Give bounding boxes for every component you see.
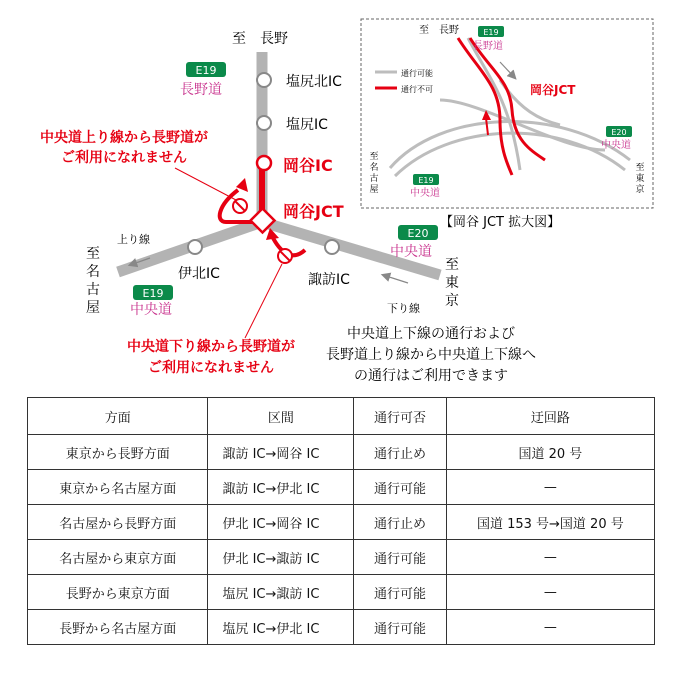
inset-chuo-west-label: 中央道 bbox=[410, 188, 440, 199]
cell-section: 塩尻 IC→伊北 IC bbox=[208, 610, 354, 645]
svg-text:ご利用になれません: ご利用になれません bbox=[148, 360, 274, 376]
svg-text:京: 京 bbox=[635, 185, 645, 195]
shiojiri-kita-ic-label: 塩尻北IC bbox=[286, 74, 342, 90]
svg-text:E20: E20 bbox=[407, 227, 429, 240]
shiojiri-ic-label: 塩尻IC bbox=[286, 117, 328, 133]
table-row bbox=[28, 470, 655, 505]
svg-text:E19: E19 bbox=[483, 28, 499, 37]
cell-section: 伊北 IC→岡谷 IC bbox=[208, 505, 354, 540]
svg-text:E20: E20 bbox=[611, 128, 627, 137]
suwa-ic-marker bbox=[325, 240, 339, 254]
svg-text:中央道上下線の通行および: 中央道上下線の通行および bbox=[347, 326, 515, 342]
svg-text:名: 名 bbox=[86, 264, 100, 280]
svg-text:中央道下り線から長野道が: 中央道下り線から長野道が bbox=[127, 339, 295, 355]
cell-section: 伊北 IC→諏訪 IC bbox=[208, 540, 354, 575]
inset-enlarged-map bbox=[361, 19, 653, 230]
svg-text:長野道上り線から中央道上下線へ: 長野道上り線から中央道上下線へ bbox=[326, 347, 536, 363]
col-header-status: 通行可否 bbox=[354, 398, 446, 435]
chuo-expressway-east-label: 中央道 bbox=[390, 244, 432, 260]
svg-text:東: 東 bbox=[445, 275, 459, 291]
inset-chuo-east-label: 中央道 bbox=[601, 140, 631, 151]
table-row bbox=[28, 610, 655, 645]
inset-nagano-expressway-label: 長野道 bbox=[473, 41, 503, 52]
cell-detour: — bbox=[446, 610, 654, 645]
cell-status: 通行可能 bbox=[354, 540, 446, 575]
legend-ng-label: 通行不可 bbox=[401, 85, 433, 94]
cell-status: 通行止め bbox=[354, 435, 446, 470]
svg-text:名: 名 bbox=[369, 163, 379, 173]
table-row bbox=[28, 435, 655, 470]
svg-text:京: 京 bbox=[445, 293, 459, 309]
notice-available bbox=[326, 325, 536, 384]
cell-status: 通行止め bbox=[354, 505, 446, 540]
to-nagoya-label bbox=[86, 246, 100, 316]
inset-okaya-jct-label: 岡谷JCT bbox=[530, 83, 576, 97]
cell-section: 塩尻 IC→諏訪 IC bbox=[208, 575, 354, 610]
svg-text:中央道上り線から長野道が: 中央道上り線から長野道が bbox=[40, 130, 208, 146]
shiojiri-ic-marker bbox=[257, 116, 271, 130]
svg-text:の通行はご利用できます: の通行はご利用できます bbox=[354, 368, 508, 384]
cell-status: 通行可能 bbox=[354, 470, 446, 505]
okaya-ic-label: 岡谷IC bbox=[283, 156, 333, 175]
inset-to-nagano-label: 至 長野 bbox=[419, 25, 459, 36]
table-header-row bbox=[28, 398, 655, 435]
svg-text:至: 至 bbox=[445, 257, 459, 273]
cell-detour: 国道 20 号 bbox=[446, 435, 654, 470]
nagano-expressway-label: 長野道 bbox=[180, 82, 222, 98]
svg-text:至: 至 bbox=[635, 163, 645, 173]
traffic-status-table bbox=[27, 397, 655, 645]
svg-text:古: 古 bbox=[369, 174, 379, 184]
legend-ok-label: 通行可能 bbox=[401, 69, 433, 78]
inset-caption: 【岡谷 JCT 拡大図】 bbox=[440, 215, 561, 230]
svg-text:屋: 屋 bbox=[369, 185, 379, 195]
cell-section: 諏訪 IC→岡谷 IC bbox=[208, 435, 354, 470]
kudari-label: 下り線 bbox=[387, 302, 420, 315]
cell-direction: 名古屋から長野方面 bbox=[28, 505, 208, 540]
okaya-jct-label: 岡谷JCT bbox=[283, 202, 344, 221]
col-header-direction: 方面 bbox=[28, 398, 208, 435]
kudari-arrow bbox=[383, 275, 408, 283]
table-row bbox=[28, 575, 655, 610]
inset-to-tokyo-label bbox=[635, 162, 644, 195]
svg-text:東: 東 bbox=[635, 174, 645, 184]
callout-line-up bbox=[175, 168, 236, 200]
svg-text:ご利用になれません: ご利用になれません bbox=[61, 150, 187, 166]
cell-detour: — bbox=[446, 470, 654, 505]
svg-text:至: 至 bbox=[86, 246, 100, 262]
col-header-section: 区間 bbox=[208, 398, 354, 435]
svg-text:E19: E19 bbox=[142, 287, 164, 300]
svg-text:古: 古 bbox=[86, 282, 100, 298]
ihoku-ic-label: 伊北IC bbox=[178, 266, 220, 282]
cell-detour: 国道 153 号→国道 20 号 bbox=[446, 505, 654, 540]
shiojiri-kita-ic-marker bbox=[257, 73, 271, 87]
table-row bbox=[28, 505, 655, 540]
cell-section: 諏訪 IC→伊北 IC bbox=[208, 470, 354, 505]
nobori-label: 上り線 bbox=[117, 233, 150, 246]
cell-direction: 名古屋から東京方面 bbox=[28, 540, 208, 575]
svg-text:至: 至 bbox=[369, 152, 379, 162]
cell-status: 通行可能 bbox=[354, 610, 446, 645]
cell-detour: — bbox=[446, 575, 654, 610]
col-header-detour: 迂回路 bbox=[446, 398, 654, 435]
notice-up-closed bbox=[40, 129, 208, 166]
svg-text:屋: 屋 bbox=[86, 300, 100, 316]
notice-down-closed bbox=[127, 338, 295, 376]
cell-direction: 長野から名古屋方面 bbox=[28, 610, 208, 645]
ihoku-ic-marker bbox=[188, 240, 202, 254]
table-row bbox=[28, 540, 655, 575]
cell-status: 通行可能 bbox=[354, 575, 446, 610]
cell-direction: 長野から東京方面 bbox=[28, 575, 208, 610]
svg-text:E19: E19 bbox=[195, 64, 217, 77]
to-nagano-label: 至 長野 bbox=[232, 31, 288, 47]
chuo-expressway-west-label: 中央道 bbox=[130, 302, 172, 318]
cell-direction: 東京から長野方面 bbox=[28, 435, 208, 470]
cell-direction: 東京から名古屋方面 bbox=[28, 470, 208, 505]
svg-text:E19: E19 bbox=[418, 176, 434, 185]
to-tokyo-label bbox=[445, 257, 459, 309]
cell-detour: — bbox=[446, 540, 654, 575]
suwa-ic-label: 諏訪IC bbox=[308, 272, 350, 288]
okaya-ic-marker bbox=[257, 156, 271, 170]
callout-line-down bbox=[245, 264, 282, 338]
